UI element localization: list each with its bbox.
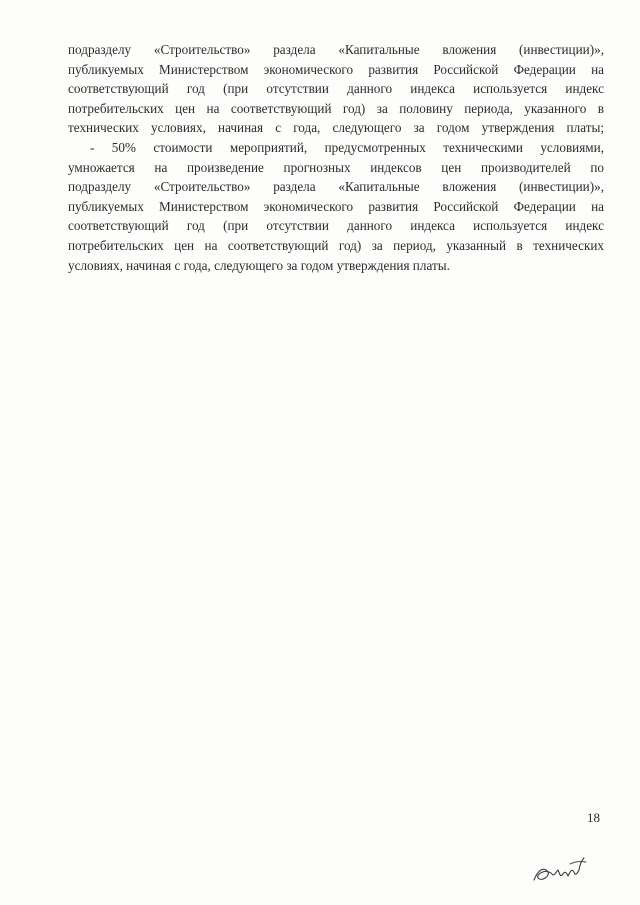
handwritten-signature <box>530 852 590 888</box>
text-line: подразделу «Строительство» раздела «Капитальные вложения (инвестиции)», <box>68 179 604 195</box>
text-line: - 50% стоимости мероприятий, предусмотренных техническими условиями, <box>90 139 604 155</box>
text-line: потребительских цен на соответствующий год) за половину периода, указанного в <box>68 100 604 116</box>
text-line: технических условиях, начиная с года, следующего за годом утверждения платы; <box>68 120 604 136</box>
text-line: потребительских цен на соответствующий год) за период, указанный в технических <box>68 237 604 253</box>
body-text <box>68 40 604 275</box>
text-line: публикуемых Министерством экономического развития Российской Федерации на <box>68 61 604 77</box>
page-number: 18 <box>587 810 600 825</box>
text-line: умножается на произведение прогнозных индексов цен производителей по <box>68 159 604 175</box>
text-line: подразделу «Строительство» раздела «Капитальные вложения (инвестиции)», <box>68 42 604 57</box>
text-line: соответствующий год (при отсутствии данного индекса используется индекс <box>68 81 604 97</box>
text-line: соответствующий год (при отсутствии данного индекса используется индекс <box>68 218 604 234</box>
text-line: публикуемых Министерством экономического развития Российской Федерации на <box>68 198 604 214</box>
text-line: условиях, начиная с года, следующего за годом утверждения платы. <box>68 257 450 273</box>
